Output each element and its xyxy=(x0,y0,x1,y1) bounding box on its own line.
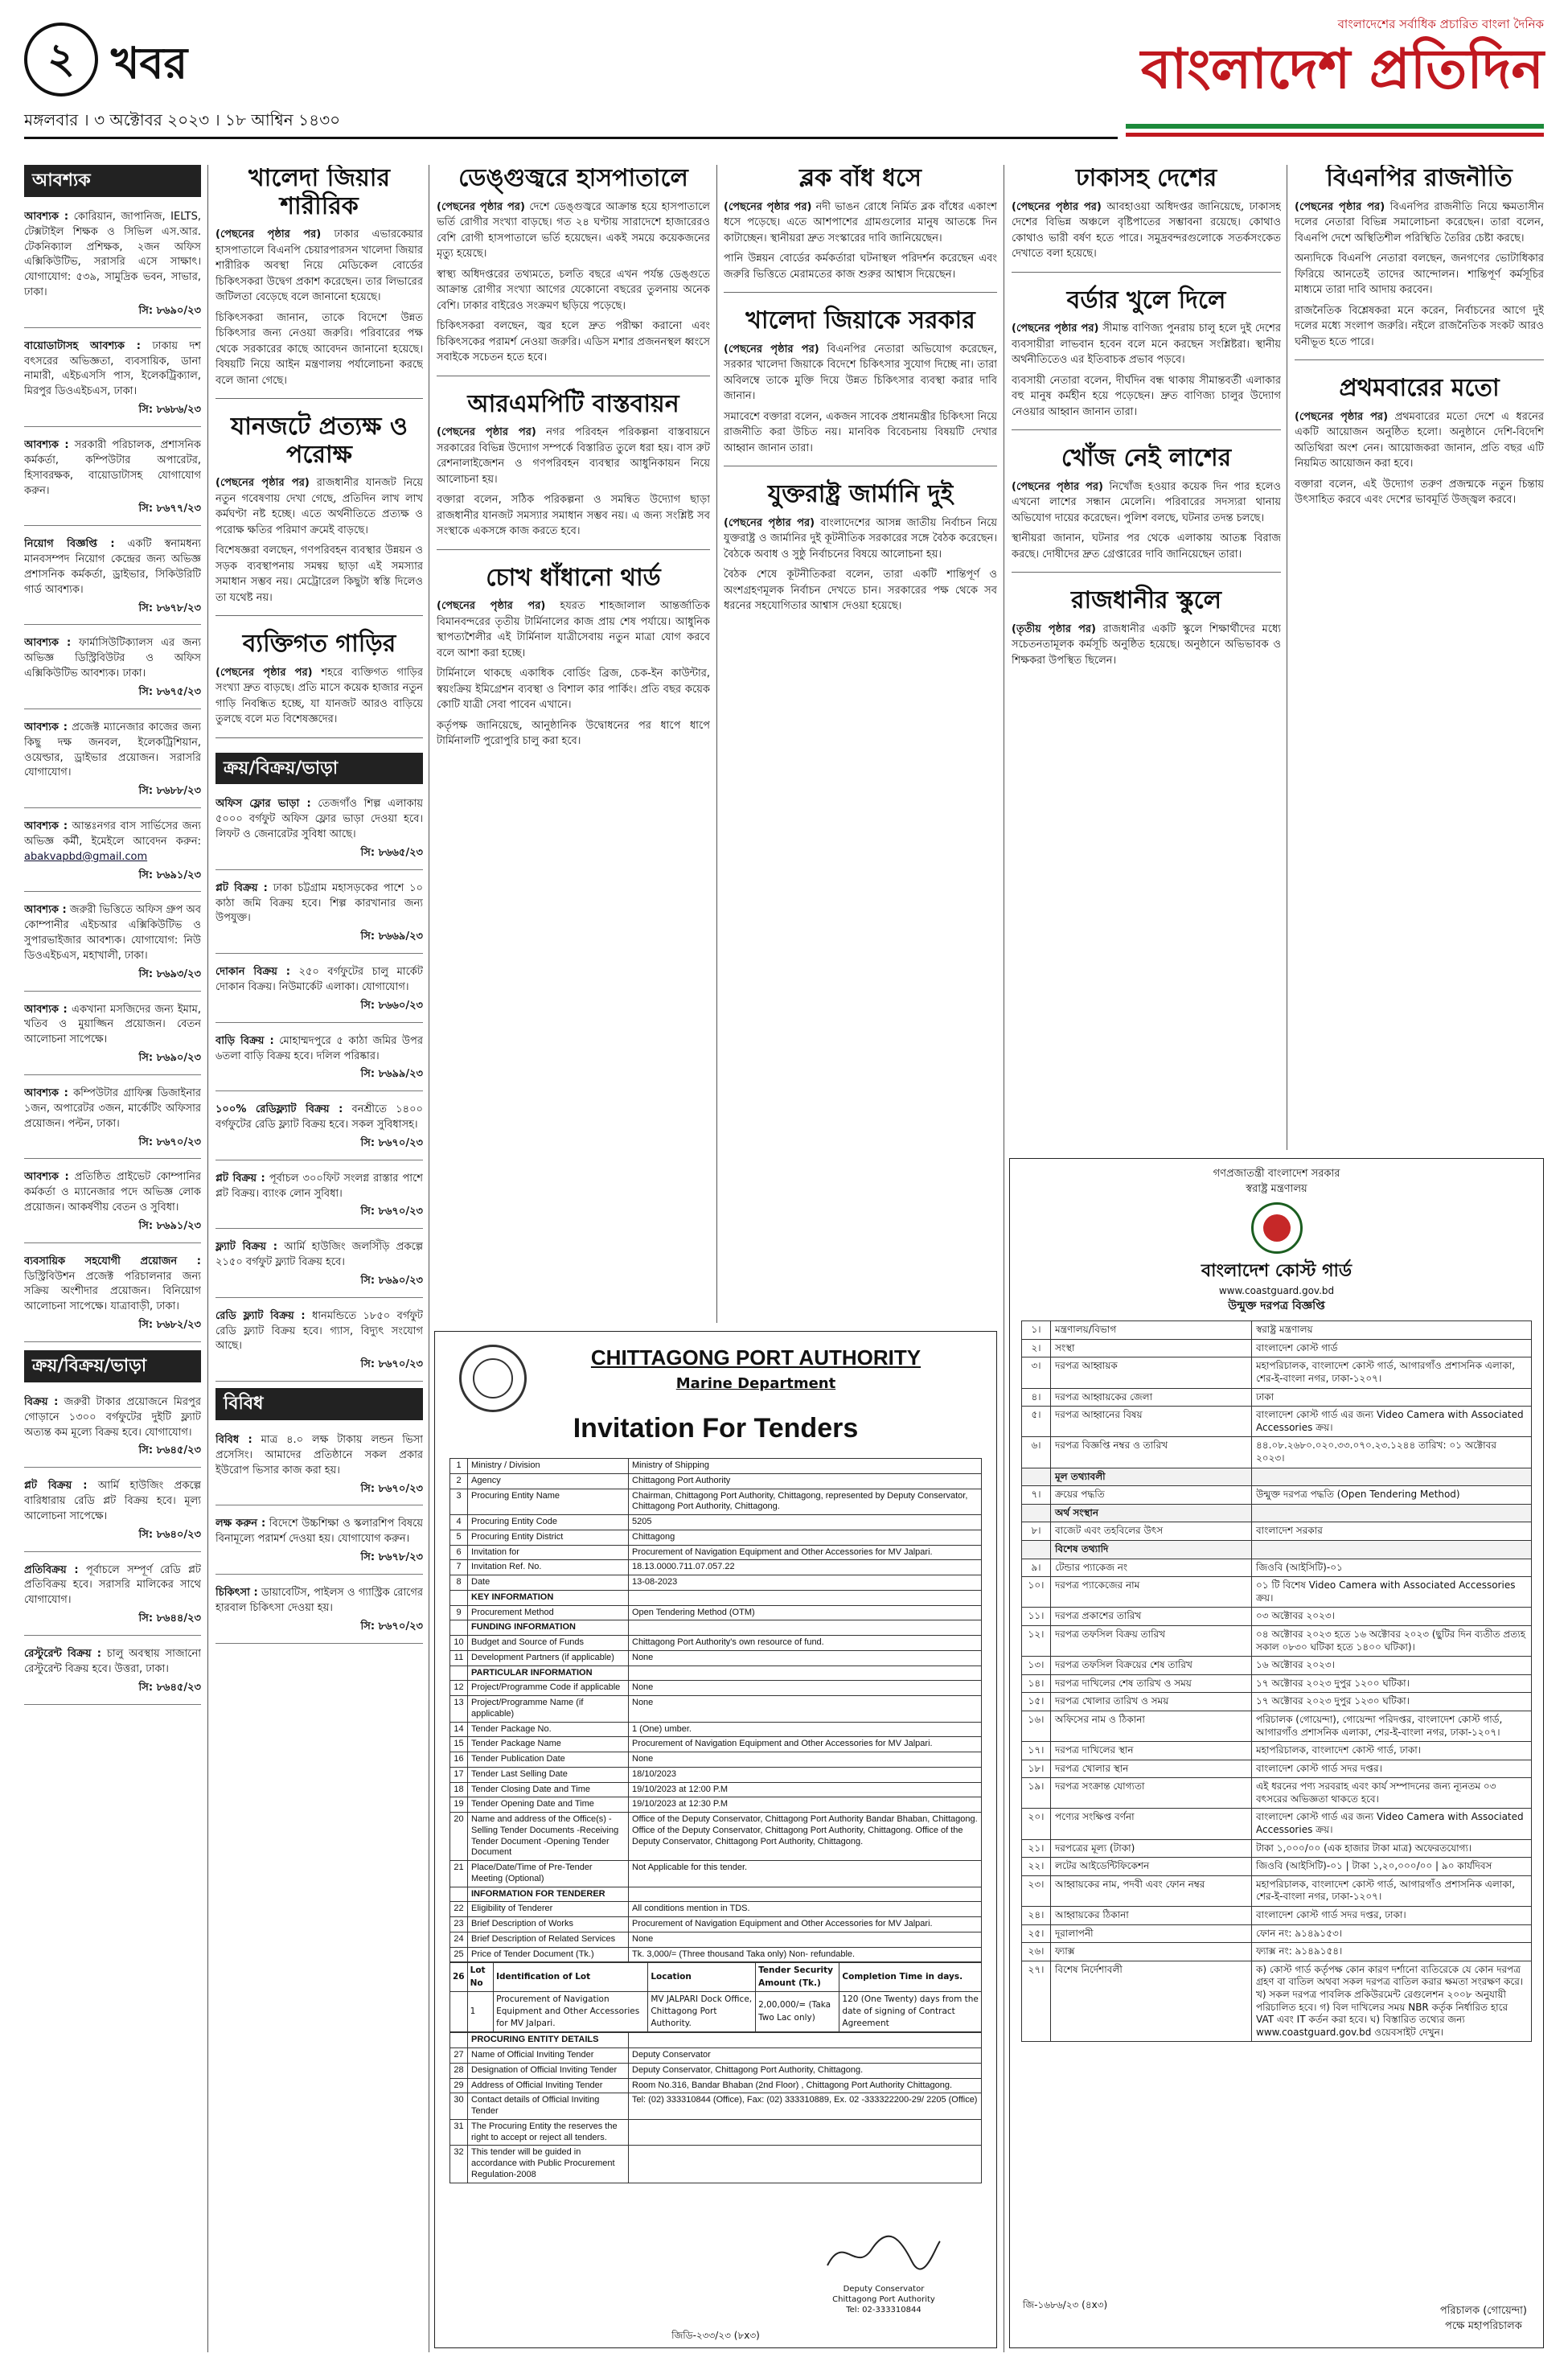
ad-lead: আবশ্যক : xyxy=(24,904,67,917)
ad-body: মোহাম্মদপুরে ৫ কাঠা জমির উপর ৬তলা বাড়ি বিক্রয় হবে। দলিল পরিষ্কার। xyxy=(215,1034,423,1062)
story-text: নগর পরিবহন পরিকল্পনা বাস্তবায়নে সরকারের বিভিন্ন উদ্যোগ সম্পর্কে বিস্তারিত তুলে ধরা হয়। বাস রুট রেশনালাইজেশন ও গণপরিবহন ব্যবস্থার আধুনিকায়ন নিয়ে আলোচনা হয়। xyxy=(437,426,710,486)
story-khaleda-health: খালেদা জিয়ার শারীরিক (পেছনের পৃষ্ঠার পর) ঢাকার এভারকেয়ার হাসপাতালে বিএনপি চেয়ারপারসন খালেদা জিয়ার শারীরিক অবস্থা নিয়ে মেডিকেল বোর্ডের চিকিৎসকরা উদ্বেগ প্রকাশ করেছেন। তার লিভারের জটিলতা বেড়েছে বলে জানানো হয়েছে। চিকিৎসকরা জানান, তাকে বিদেশে উন্নত চিকিৎসার জন্য নেওয়া জরুরি। পরিবারের পক্ষ থেকে সরকারের কাছে আবেদন জানানো হয়েছে। বিষয়টি নিয়ে আইন মন্ত্রণালয় পর্যালোচনা করছে বলে জানা গেছে। xyxy=(215,165,423,399)
sale-ads-list xyxy=(215,792,423,1382)
ad-email-link[interactable]: abakvapbd@gmail.com xyxy=(24,850,148,863)
page-number-badge: ২ xyxy=(24,23,98,97)
story-third-terminal: চোখ ধাঁধানো থার্ড (পেছনের পৃষ্ঠার পর) হযরত শাহজালাল আন্তর্জাতিক বিমানবন্দরের তৃতীয় টার্মিনালের কাজ প্রায় শেষ পর্যায়ে। আধুনিক স্থাপত্যশৈলীর এই টার্মিনাল যাত্রীসেবায় নতুন মাত্রা যোগ করবে বলে আশা করা হচ্ছে। টার্মিনালে থাকছে একাধিক বোর্ডিং ব্রিজ, চেক-ইন কাউন্টার, স্বয়ংক্রিয় ইমিগ্রেশন ব্যবস্থা ও বিশাল কার পার্কিং। প্রতি বছর কয়েক কোটি যাত্রী সেবা পাবেন এখানে। কর্তৃপক্ষ জানিয়েছে, আনুষ্ঠানিক উদ্বোধনের পর ধাপে ধাপে টার্মিনালটি পুরোপুরি চালু করা হবে। xyxy=(437,565,710,750)
story-text: রাজধানীর যানজট নিয়ে নতুন গবেষণায় দেখা গেছে, প্রতিদিন লাখ লাখ কর্মঘণ্টা নষ্ট হচ্ছে। এতে অর্থনীতিতে প্রত্যক্ষ ও পরোক্ষ ক্ষতির পরিমাণ ক্রমেই বাড়ছে। xyxy=(215,477,423,536)
ad-lead: আবশ্যক : xyxy=(24,637,72,650)
story-bnp-politics: বিএনপির রাজনীতি (পেছনের পৃষ্ঠার পর) বিএনপির রাজনীতি নিয়ে ক্ষমতাসীন দলের নেতারা বিভিন্ন সমালোচনা করেছেন। তারা বলেন, বিএনপি দেশে অস্থিতিশীল পরিস্থিতি তৈরির চেষ্টা করছে। অন্যদিকে বিএনপি নেতারা বলছেন, জনগণের ভোটাধিকার ফিরিয়ে আনতেই তাদের আন্দোলন। শান্তিপূর্ণ কর্মসূচির মাধ্যমে তারা দাবি আদায় করবেন। রাজনৈতিক বিশ্লেষকরা মনে করেন, নির্বাচনের আগে দুই দলের মধ্যে সংলাপ জরুরি। নইলে রাজনৈতিক সংকট আরও ঘনীভূত হতে পারে। xyxy=(1295,165,1544,360)
classified-ad xyxy=(24,815,201,892)
story-text: পানি উন্নয়ন বোর্ডের কর্মকর্তারা ঘটনাস্থল পরিদর্শন করেছেন এবং জরুরি ভিত্তিতে মেরামতের কাজ শুরুর আশ্বাস দিয়েছেন। xyxy=(724,253,997,281)
ad-body: জরুরী টাকার প্রয়োজনে মিরপুর গোড়ানে ১৩০০ বর্গফুটের দুইটি ফ্ল্যাট অত্যন্ত কম মূল্যে বিক্রয় হবে। যোগাযোগ। xyxy=(24,1395,201,1439)
ad-body: পূর্বাচলে সম্পূর্ণ রেডি প্লট প্রতিবিক্রয় হবে। সরাসরি মালিকের সাথে যোগাযোগ। xyxy=(24,1563,201,1607)
story-text: অন্যদিকে বিএনপি নেতারা বলছেন, জনগণের ভোটাধিকার ফিরিয়ে আনতেই তাদের আন্দোলন। শান্তিপূর্ণ কর্মসূচির মাধ্যমে তারা দাবি আদায় করবেন। xyxy=(1295,253,1544,296)
story-text: বিএনপির নেতারা অভিযোগ করেছেন, সরকার খালেদা জিয়াকে বিদেশে চিকিৎসার সুযোগ দিচ্ছে না। তারা অবিলম্বে তাকে মুক্তি দিয়ে উন্নত চিকিৎসার ব্যবস্থা করার দাবি জানান। xyxy=(724,343,997,402)
table-row: ২০। পণ্যের সংক্ষিপ্ত বর্ণনা বাংলাদেশ কোস্ট গার্ড এর জন্য Video Camera with Associated Accessories ক্রয়। xyxy=(1022,1809,1532,1839)
table-row: 24 Brief Description of Related Services None xyxy=(450,1932,982,1947)
table-row: 12 Project/Programme Code if applicable None xyxy=(450,1681,982,1696)
story-traffic-jam: যানজটে প্রত্যক্ষ ও পরোক্ষ (পেছনের পৃষ্ঠার পর) রাজধানীর যানজট নিয়ে নতুন গবেষণায় দেখা গেছে, প্রতিদিন লাখ লাখ কর্মঘণ্টা নষ্ট হচ্ছে। এতে অর্থনীতিতে প্রত্যক্ষ ও পরোক্ষ ক্ষতির পরিমাণ ক্রমেই বাড়ছে। বিশেষজ্ঞরা বলছেন, গণপরিবহন ব্যবস্থার উন্নয়ন ও সড়ক ব্যবস্থাপনায় সমন্বয় ছাড়া এই সমস্যার সমাধান সম্ভব নয়। মেট্রোরেল কিছুটা স্বস্তি দিলেও তা যথেষ্ট নয়। xyxy=(215,413,423,616)
ad-lead: প্লট বিক্রয় : xyxy=(215,1172,265,1185)
ad-code: জি-১৬৮৬/২৩ (৪x৩) xyxy=(1023,2298,1108,2310)
classified-ad xyxy=(215,1167,423,1230)
coastguard-tender-notice xyxy=(1009,1158,1544,2348)
coastguard-emblem-icon xyxy=(1251,1202,1303,1254)
ad-code: সি: ৮৬৪০/২৩ xyxy=(138,1528,201,1541)
table-row: 16 Tender Publication Date None xyxy=(450,1752,982,1768)
cg-signature: পরিচালক (গোয়েন্দা) পক্ষে মহাপরিচালক xyxy=(1439,2305,1527,2333)
ad-code: সি: ৮৬৯১/২৩ xyxy=(138,1219,201,1232)
story-headline: ঢাকাসহ দেশের xyxy=(1075,165,1217,192)
story-text: চিকিৎসকরা জানান, তাকে বিদেশে উন্নত চিকিৎসার জন্য নেওয়া জরুরি। পরিবারের পক্ষ থেকে সরকারের কাছে আবেদন জানানো হয়েছে। বিষয়টি নিয়ে আইন মন্ত্রণালয় পর্যালোচনা করছে বলে জানা গেছে। xyxy=(215,311,423,387)
misc-heading: বিবিধ xyxy=(215,1388,423,1420)
story-text: বিশেষজ্ঞরা বলছেন, গণপরিবহন ব্যবস্থার উন্নয়ন ও সড়ক ব্যবস্থাপনায় সমন্বয় ছাড়া এই সমস্যার সমাধান সম্ভব নয়। মেট্রোরেল কিছুটা স্বস্তি দিলেও তা যথেষ্ট নয়। xyxy=(215,544,423,604)
column-divider xyxy=(207,165,208,2352)
classified-ads-list xyxy=(24,205,201,1342)
ad-body: প্রতিষ্ঠিত প্রাইভেট কোম্পানির কর্মকর্তা ও ম্যানেজার পদে অভিজ্ঞ লোক প্রয়োজন। আকর্ষণীয় বেতন ও সুবিধা। xyxy=(24,1171,201,1214)
story-text: বক্তারা বলেন, এই উদ্যোগ তরুণ প্রজন্মকে নতুন চিন্তায় উৎসাহিত করবে এবং দেশের ভাবমূর্তি উজ্জ্বল করবে। xyxy=(1295,478,1544,506)
story-text: স্বাস্থ্য অধিদপ্তরের তথ্যমতে, চলতি বছরে এখন পর্যন্ত ডেঙ্গুতে আক্রান্ত রোগীর সংখ্যা আগের যেকোনো বছরের তুলনায় অনেক বেশি। ঢাকার বাইরেও সংক্রমণ ছড়িয়ে পড়েছে। xyxy=(437,268,710,312)
classified-ad xyxy=(215,1304,423,1382)
table-row: 26 Lot No Identification of Lot Location Tender Security Amount (Tk.) Completion Time in days. xyxy=(450,1963,982,1991)
story-headline: খালেদা জিয়াকে সরকার xyxy=(745,306,975,335)
tender-dept: Marine Department xyxy=(675,1374,836,1392)
story-text: সমাবেশে বক্তারা বলেন, একজন সাবেক প্রধানমন্ত্রীর চিকিৎসা নিয়ে রাজনীতি করা উচিত নয়। মানবিক বিবেচনায় বিষয়টি দেখার আহ্বান জানান তারা। xyxy=(724,410,997,454)
story-missing-body: খোঁজ নেই লাশের (পেছনের পৃষ্ঠার পর) নিখোঁজ হওয়ার কয়েক দিন পার হলেও এখনো লাশের সন্ধান মেলেনি। পরিবারের সদস্যরা থানায় অভিযোগ দায়ের করেছেন। পুলিশ বলছে, ঘটনার তদন্ত চলছে। স্থানীয়রা জানান, ঘটনার পর থেকে এলাকায় আতঙ্ক বিরাজ করছে। দোষীদের দ্রুত গ্রেপ্তারের দাবি জানিয়েছেন তারা। xyxy=(1012,445,1281,573)
story-text: শহরে ব্যক্তিগত গাড়ির সংখ্যা দ্রুত বাড়ছে। প্রতি মাসে কয়েক হাজার নতুন গাড়ি নিবন্ধিত হচ্ছে, যা যানজট আরও বাড়িয়ে তুলছে বলে মত বিশেষজ্ঞদের। xyxy=(215,666,423,725)
tender-table-entity xyxy=(449,2032,982,2183)
table-row: ১৯। দরপত্র সংক্রান্ত যোগ্যতা এই ধরনের পণ্য সরবরাহ এবং কার্য সম্পাদনের জন্য ন্যূনতম ০৩ বৎসরের অভিজ্ঞতা থাকতে হবে। xyxy=(1022,1778,1532,1809)
story-headline: ডেঙ্গুজ্বরে হাসপাতালে xyxy=(458,165,688,192)
ad-body: পূর্বাচল ৩০০ফিট সংলগ্ন রাস্তার পাশে প্লট বিক্রয়। ব্যাংক লোন সুবিধা। xyxy=(215,1172,423,1200)
brand-title: বাংলাদেশ প্রতিদিন xyxy=(1140,37,1544,101)
ad-lead: বায়োডাটাসহ আবশ্যক : xyxy=(24,339,142,352)
table-row: বিশেষ তথ্যাদি xyxy=(1022,1540,1532,1559)
classified-ad xyxy=(24,205,201,328)
ad-body: বিদেশে উচ্চশিক্ষা ও স্কলারশিপ বিষয়ে বিনামূল্যে পরামর্শ দেওয়া হয়। যোগাযোগ করুন। xyxy=(215,1518,423,1546)
ad-lead: আবশ্যক : xyxy=(24,439,69,452)
classified-ad xyxy=(215,1428,423,1505)
table-row: ১২। দরপত্র তফসিল বিক্রয় তারিখ ০৪ অক্টোবর ২০২৩ হতে ১৬ অক্টোবর ২০২৩ (ছুটির দিন ব্যতীত প্রত্যহ সকাল ০৮৩০ ঘটিকা হতে ১৪০০ ঘটিকা)। xyxy=(1022,1625,1532,1656)
ad-code: সি: ৮৬৮৬/২৩ xyxy=(138,404,201,417)
story-text: চিকিৎসকরা বলছেন, জ্বর হলে দ্রুত পরীক্ষা করানো এবং চিকিৎসকের পরামর্শ নেওয়া জরুরি। এডিস মশার প্রজননস্থল ধ্বংসে সবাইকে সচেতন হতে হবে। xyxy=(437,320,710,363)
table-row: 2 Agency Chittagong Port Authority xyxy=(450,1473,982,1489)
ad-code: সি: ৮৬৬৯/২৩ xyxy=(360,930,423,943)
story-us-germany: যুক্তরাষ্ট্র জার্মানি দুই (পেছনের পৃষ্ঠার পর) বাংলাদেশের আসন্ন জাতীয় নির্বাচন নিয়ে যুক্তরাষ্ট্র ও জার্মানির দুই কূটনীতিক সরকারের সঙ্গে বৈঠক করেছেন। বৈঠকে অবাধ ও সুষ্ঠু নির্বাচনের বিষয়ে আলোচনা হয়। বৈঠক শেষে কূটনীতিকরা বলেন, তারা একটি শান্তিপূর্ণ ও অংশগ্রহণমূলক নির্বাচন দেখতে চান। সরকারের পক্ষ থেকে সব ধরনের সহযোগিতার আশ্বাস দেওয়া হয়েছে। xyxy=(724,481,997,614)
classified-ad xyxy=(215,792,423,869)
tender-table xyxy=(449,1458,982,1962)
ad-code: জিডি-২৩৩/২৩ (৮x৩) xyxy=(671,2329,760,2341)
ad-lead: লক্ষ করুন : xyxy=(215,1518,266,1530)
ad-body: ঢাকায় দশ বৎসরের অভিজ্ঞতা, ব্যবসায়িক, ডানা নামারী, এইচএসসি পাস, ইলেকট্রিক্যাল, মিরপুর ডিওএইচএস, ঢাকা। xyxy=(24,339,201,398)
classified-ad xyxy=(215,877,423,954)
table-row: ১। মন্ত্রণালয়/বিভাগ স্বরাষ্ট্র মন্ত্রণালয় xyxy=(1022,1321,1532,1340)
ad-body: আন্তঃনগর বাস সার্ভিসের জন্য অভিজ্ঞ কর্মী, ইমেইলে আবেদন করুন: xyxy=(24,820,201,848)
ad-body: সরকারী পরিচালক, প্রশাসনিক কর্মকর্তা, কম্পিউটার অপারেটর, হিসাবরক্ষক, বায়োডাটাসহ যোগাযোগ করুন। xyxy=(24,439,201,497)
table-row: 1 Procurement of Navigation Equipment and Other Accessories for MV Jalpari. MV JALPARI Dock Office, Chittagong Port Authority. 2,00,000/= (Taka Two Lac only) 120 (One Twenty) days from the date of signing of Contract Agreement xyxy=(450,1991,982,2032)
ad-code: সি: ৮৬৪৪/২৩ xyxy=(138,1612,201,1625)
table-row: 29 Address of Official Inviting Tender Room No.316, Bandar Bhaban (2nd Floor) , Chittagong Port Authority Chittagong. xyxy=(450,2078,982,2093)
table-row: 20 Name and address of the Office(s) -Selling Tender Documents -Receiving Tender Document -Opening Tender Document Office of the Deputy Conservator, Chittagong Port Authority Bandar Bhaban, Chittagong. Office of the Deputy Conservator, Chittagong Port Authority, Chittagong. Office of the Deputy Conservator, Chittagong Port Authority, Chittagong. xyxy=(450,1813,982,1861)
ad-body: প্রজেক্ট ম্যানেজার কাজের জন্য কিছু দক্ষ জনবল, ইলেকট্রিশিয়ান, ওয়েল্ডার, ড্রাইভার প্রয়োজন। সরাসরি যোগাযোগ। xyxy=(24,721,201,779)
ad-lead: রেস্টুরেন্ট বিক্রয় : xyxy=(24,1648,101,1660)
ad-code: সি: ৮৬৭০/২৩ xyxy=(360,1358,423,1371)
story-headline: রাজধানীর স্কুলে xyxy=(1070,586,1221,614)
cg-table xyxy=(1021,1320,1532,2042)
table-row: ২৩। আহ্বায়কের নাম, পদবী এবং ফোন নম্বর মহাপরিচালক, বাংলাদেশ কোস্ট গার্ড, আগারগাঁও প্রশাসনিক এলাকা, শের-ই-বাংলা নগর, ঢাকা-১২০৭। xyxy=(1022,1875,1532,1906)
story-first-time: প্রথমবারের মতো (পেছনের পৃষ্ঠার পর) প্রথমবারের মতো দেশে এ ধরনের একটি আয়োজন অনুষ্ঠিত হলো। অনুষ্ঠানে দেশি-বিদেশি অতিথিরা অংশ নেন। আয়োজকরা জানান, প্রতি বছর এটি নিয়মিত আয়োজন করা হবে। বক্তারা বলেন, এই উদ্যোগ তরুণ প্রজন্মকে নতুন চিন্তায় উৎসাহিত করবে এবং দেশের ভাবমূর্তি উজ্জ্বল করবে। xyxy=(1295,375,1544,508)
masthead xyxy=(24,16,1544,157)
story-dengue: ডেঙ্গুজ্বরে হাসপাতালে (পেছনের পৃষ্ঠার পর) দেশে ডেঙ্গুজ্বরে আক্রান্ত হয়ে হাসপাতালে ভর্তি রোগীর সংখ্যা বাড়ছে। গত ২৪ ঘণ্টায় সারাদেশে হাজারেরও বেশি রোগী হাসপাতালে ভর্তি হয়েছেন। একই সময়ে কয়েকজনের মৃত্যু হয়েছে। স্বাস্থ্য অধিদপ্তরের তথ্যমতে, চলতি বছরে এখন পর্যন্ত ডেঙ্গুতে আক্রান্ত রোগীর সংখ্যা আগের যেকোনো বছরের তুলনায় অনেক বেশি। ঢাকার বাইরেও সংক্রমণ ছড়িয়ে পড়েছে। চিকিৎসকরা বলছেন, জ্বর হলে দ্রুত পরীক্ষা করানো এবং চিকিৎসকের পরামর্শ নেওয়া জরুরি। এডিস মশার প্রজননস্থল ধ্বংসে সবাইকে সচেতন হতে হবে। xyxy=(437,165,710,376)
ad-code: সি: ৮৬৭০/২৩ xyxy=(360,1205,423,1218)
story-block-dam: ব্লক বাঁধ ধসে (পেছনের পৃষ্ঠার পর) নদী ভাঙন রোধে নির্মিত ব্লক বাঁধের একাংশ ধসে পড়েছে। এতে আশপাশের গ্রামগুলোর মানুষ আতঙ্কে দিন কাটাচ্ছেন। স্থানীয়রা দ্রুত সংস্কারের দাবি জানিয়েছেন। পানি উন্নয়ন বোর্ডের কর্মকর্তারা ঘটনাস্থল পরিদর্শন করেছেন এবং জরুরি ভিত্তিতে মেরামতের কাজ শুরুর আশ্বাস দিয়েছেন। xyxy=(724,165,997,293)
story-text: বৈঠক শেষে কূটনীতিকরা বলেন, তারা একটি শান্তিপূর্ণ ও অংশগ্রহণমূলক নির্বাচন দেখতে চান। সরকারের পক্ষ থেকে সব ধরনের সহযোগিতার আশ্বাস দেওয়া হয়েছে। xyxy=(724,569,997,612)
ad-code: সি: ৮৬৯০/২৩ xyxy=(138,1052,201,1065)
table-row: ২৪। আহ্বায়কের ঠিকানা বাংলাদেশ কোস্ট গার্ড সদর দপ্তর, ঢাকা। xyxy=(1022,1907,1532,1925)
ad-body: আর্মি হাউজিং জলসিঁড়ি প্রকল্পে ২১৫০ বর্গফুট ফ্ল্যাট বিক্রয় হবে। xyxy=(215,1241,423,1269)
table-row: 8 Date 13-08-2023 xyxy=(450,1575,982,1591)
classified-ad xyxy=(24,1165,201,1242)
classified-ad xyxy=(24,998,201,1075)
news-column-5 xyxy=(1012,165,1281,1150)
story-text: দেশে ডেঙ্গুজ্বরে আক্রান্ত হয়ে হাসপাতালে ভর্তি রোগীর সংখ্যা বাড়ছে। গত ২৪ ঘণ্টায় সারাদেশে হাজারেরও বেশি রোগী হাসপাতালে ভর্তি হয়েছেন। একই সময়ে কয়েকজনের মৃত্যু হয়েছে। xyxy=(437,200,710,260)
cpa-tender-notice xyxy=(434,1331,997,2348)
story-headline: আরএমপিটি বাস্তবায়ন xyxy=(467,389,679,418)
ad-body: ডিস্ট্রিবিউশন প্রজেক্ট পরিচালনার জন্য সক্রিয় অংশীদার প্রয়োজন। বিনিয়োগ আলোচনা সাপেক্ষে। যাত্রাবাড়ী, ঢাকা। xyxy=(24,1270,201,1313)
classified-ad xyxy=(24,1250,201,1342)
table-row: 6 Invitation for Procurement of Navigation Equipment and Other Accessories for MV Jalpari. xyxy=(450,1545,982,1560)
table-row: 13 Project/Programme Name (if applicable) None xyxy=(450,1696,982,1723)
table-row: 9 Procurement Method Open Tendering Method (OTM) xyxy=(450,1605,982,1620)
ad-code: সি: ৮৬৭০/২৩ xyxy=(360,1620,423,1633)
table-row: 17 Tender Last Selling Date 18/10/2023 xyxy=(450,1767,982,1782)
ad-body: আর্মি হাউজিং প্রকল্পে বারিধারায় রেডি প্লট বিক্রয় হবে। মূল্য আলোচনা সাপেক্ষে। xyxy=(24,1480,201,1522)
classified-ad xyxy=(24,631,201,709)
table-row: ২২। লটের আইডেন্টিফিকেশন জিওবি (আইসিটি)-০১ | টাকা ১,২০,০০০/০০ | ৯০ কার্যদিবস xyxy=(1022,1858,1532,1876)
table-row: PARTICULAR INFORMATION xyxy=(450,1665,982,1681)
signature-scribble-icon xyxy=(823,2229,944,2277)
story-text: বিএনপির রাজনীতি নিয়ে ক্ষমতাসীন দলের নেতারা বিভিন্ন সমালোচনা করেছেন। তারা বলেন, বিএনপি দেশে অস্থিতিশীল পরিস্থিতি তৈরির চেষ্টা করছে। xyxy=(1295,200,1544,244)
story-text: রাজধানীর একটি স্কুলে শিক্ষার্থীদের মধ্যে সচেতনতামূলক কর্মসূচি অনুষ্ঠিত হয়েছে। অনুষ্ঠানে অভিভাবক ও শিক্ষকরা উপস্থিত ছিলেন। xyxy=(1012,622,1281,667)
story-headline: যুক্তরাষ্ট্র জার্মানি দুই xyxy=(767,480,954,508)
story-text: হযরত শাহজালাল আন্তর্জাতিক বিমানবন্দরের তৃতীয় টার্মিনালের কাজ প্রায় শেষ পর্যায়ে। আধুনিক স্থাপত্যশৈলীর এই টার্মিনাল যাত্রীসেবায় নতুন মাত্রা যোগ করবে বলে আশা করা হচ্ছে। xyxy=(437,600,710,659)
table-row: 11 Development Partners (if applicable) None xyxy=(450,1650,982,1665)
sale-ads-list xyxy=(24,1390,201,1705)
news-column-4 xyxy=(724,165,997,1323)
story-headline: ব্লক বাঁধ ধসে xyxy=(799,165,922,192)
story-dhaka-weather: ঢাকাসহ দেশের (পেছনের পৃষ্ঠার পর) আবহাওয়া অধিদপ্তর জানিয়েছে, ঢাকাসহ দেশের বিভিন্ন অঞ্চলে বৃষ্টিপাতের সম্ভাবনা রয়েছে। কোথাও কোথাও ভারী বর্ষণ হতে পারে। সমুদ্রবন্দরগুলোকে সতর্কসংকেত দেখাতে বলা হয়েছে। xyxy=(1012,165,1281,273)
classified-ad xyxy=(24,1642,201,1705)
table-row: ১৭। দরপত্র দাখিলের স্থান মহাপরিচালক, বাংলাদেশ কোস্ট গার্ড, ঢাকা। xyxy=(1022,1742,1532,1760)
story-private-cars: ব্যক্তিগত গাড়ির (পেছনের পৃষ্ঠার পর) শহরে ব্যক্তিগত গাড়ির সংখ্যা দ্রুত বাড়ছে। প্রতি মাসে কয়েক হাজার নতুন গাড়ি নিবন্ধিত হচ্ছে, যা যানজট আরও বাড়িয়ে তুলছে বলে মত বিশেষজ্ঞদের। xyxy=(215,630,423,738)
table-row: 4 Procuring Entity Code 5205 xyxy=(450,1515,982,1530)
ad-code: সি: ৮৬৮৮/২৩ xyxy=(138,785,201,798)
ad-lead: ১০০% রেডিফ্ল্যাট বিক্রয় : xyxy=(215,1103,343,1116)
ad-body: তেজগাঁও শিল্প এলাকায় ৫০০০ বর্গফুট অফিস ফ্লোর ভাড়া দেওয়া হবে। লিফট ও জেনারেটর সুবিধা আছে। xyxy=(215,798,423,841)
story-text: সীমান্ত বাণিজ্য পুনরায় চালু হলে দুই দেশের ব্যবসায়ীরা লাভবান হবেন বলে মনে করছেন সংশ্লিষ্টরা। স্থানীয় অর্থনীতিতেও এর ইতিবাচক প্রভাব পড়বে। xyxy=(1012,322,1281,366)
news-column-3 xyxy=(437,165,710,1323)
ad-body: ডায়াবেটিস, পাইলস ও গ্যাস্ট্রিক রোগের হারবাল চিকিৎসা দেওয়া হয়। xyxy=(215,1586,423,1614)
ad-lead: বাড়ি বিক্রয় : xyxy=(215,1034,274,1047)
classified-ad xyxy=(215,1512,423,1575)
ad-body: একটি স্বনামধন্য মানবসম্পদ নিয়োগ কেন্দ্রের জন্য অভিজ্ঞ প্রশাসনিক কর্মকর্তা, ড্রাইভার, সিকিউরিটি গার্ড আবশ্যক। xyxy=(24,538,201,596)
ad-body: বনশ্রীতে ১৪০০ বর্গফুটের রেডি ফ্ল্যাট বিক্রয় হবে। সকল সুবিধাসহ। xyxy=(215,1103,423,1132)
ad-code: সি: ৮৬৯১/২৩ xyxy=(138,869,201,881)
classified-ad xyxy=(24,1474,201,1551)
table-row: 25 Price of Tender Document (Tk.) Tk. 3,000/= (Three thousand Taka only) Non- refundable. xyxy=(450,1947,982,1962)
story-text: বক্তারা বলেন, সঠিক পরিকল্পনা ও সমন্বিত উদ্যোগ ছাড়া রাজধানীর যানজট সমস্যার সমাধান সম্ভব নয়। এ জন্য সংশ্লিষ্ট সব সংস্থাকে একসঙ্গে কাজ করতে হবে। xyxy=(437,494,710,537)
ad-body: ফার্মাসিউটিক্যালস এর জন্য অভিজ্ঞ ডিস্ট্রিবিউটর ও অফিস এক্সিকিউটিভ আবশ্যক। ঢাকা। xyxy=(24,637,201,680)
table-row: ৩। দরপত্র আহ্বায়ক মহাপরিচালক, বাংলাদেশ কোস্ট গার্ড, আগারগাঁও প্রশাসনিক এলাকা, শের-ই-বাংলা নগর, ঢাকা-১২০৭। xyxy=(1022,1357,1532,1388)
table-row: ৭। ক্রয়ের পদ্ধতি উন্মুক্ত দরপত্র পদ্ধতি (Open Tendering Method) xyxy=(1022,1486,1532,1505)
header-rule xyxy=(24,137,1118,139)
ad-code: সি: ৮৬৪৫/২৩ xyxy=(138,1444,201,1457)
table-row: ১৪। দরপত্র দাখিলের শেষ তারিখ ও সময় ১৭ অক্টোবর ২০২৩ দুপুর ১২০০ ঘটিকা। xyxy=(1022,1674,1532,1693)
table-row: PROCURING ENTITY DETAILS xyxy=(450,2033,982,2048)
column-divider xyxy=(716,165,717,1323)
story-text: স্থানীয়রা জানান, ঘটনার পর থেকে এলাকায় আতঙ্ক বিরাজ করছে। দোষীদের দ্রুত গ্রেপ্তারের দাবি জানিয়েছেন তারা। xyxy=(1012,532,1281,561)
table-row: 22 Eligibility of Tenderer All conditions mention in TDS. xyxy=(450,1902,982,1917)
ad-body: ঢাকা চট্টগ্রাম মহাসড়কের পাশে ১০ কাঠা জমি বিক্রয় হবে। শিল্প কারখানার জন্য উপযুক্ত। xyxy=(215,881,423,925)
story-headline: বিএনপির রাজনীতি xyxy=(1326,165,1513,192)
classified-ad xyxy=(24,532,201,625)
ad-body: কোরিয়ান, জাপানিজ, IELTS, টেক্সটাইল শিক্ষক ও সিভিল এস.আর. টেকনিক্যাল প্রশিক্ষক, ২জন অফিস এক্সিকিউটিভ, সরাসরি এসে সাক্ষাৎ। যোগাযোগ: ৫৩৯, সামুদ্রিক ভবন, সাভার, ঢাকা। xyxy=(24,210,201,299)
story-headline: যানজটে প্রত্যক্ষ ও পরোক্ষ xyxy=(230,413,408,469)
ad-code: সি: ৮৬৪৫/২৩ xyxy=(138,1681,201,1694)
table-row: 5 Procuring Entity District Chittagong xyxy=(450,1530,982,1545)
story-khaleda-govt: খালেদা জিয়াকে সরকার (পেছনের পৃষ্ঠার পর) বিএনপির নেতারা অভিযোগ করেছেন, সরকার খালেদা জিয়াকে বিদেশে চিকিৎসার সুযোগ দিচ্ছে না। তারা অবিলম্বে তাকে মুক্তি দিয়ে উন্নত চিকিৎসার ব্যবস্থা করার দাবি জানান। সমাবেশে বক্তারা বলেন, একজন সাবেক প্রধানমন্ত্রীর চিকিৎসা নিয়ে রাজনীতি করা উচিত নয়। মানবিক বিবেচনায় বিষয়টি দেখার আহ্বান জানান তারা। xyxy=(724,307,997,466)
story-text: ব্যবসায়ী নেতারা বলেন, দীর্ঘদিন বন্ধ থাকায় সীমান্তবর্তী এলাকার বহু মানুষ কর্মহীন হয়ে পড়েছেন। দ্রুত বাণিজ্য চালুর উদ্যোগ নেওয়ার আহ্বান জানান তারা। xyxy=(1012,374,1281,418)
ad-body: মাত্র ৪.০ লক্ষ টাকায় লন্ডন ভিসা প্রসেসিং। আমাদের প্রতিষ্ঠানে সকল প্রকার ইউরোপ ভিসার কাজ করা হয়। xyxy=(215,1434,423,1477)
ad-lead: আবশ্যক : xyxy=(24,1003,68,1016)
story-headline: খোঁজ নেই লাশের xyxy=(1061,444,1232,472)
table-row: 7 Invitation Ref. No. 18.13.0000.711.07.057.22 xyxy=(450,1560,982,1575)
classified-ad xyxy=(215,1235,423,1298)
story-headline: বর্ডার খুলে দিলে xyxy=(1066,285,1226,314)
table-row: ৮। বাজেট এবং তহবিলের উৎস বাংলাদেশ সরকার xyxy=(1022,1522,1532,1541)
ad-lead: আবশ্যক : xyxy=(24,210,69,223)
ad-lead: ব্যবসায়িক সহযোগী প্রয়োজন : xyxy=(24,1255,201,1267)
story-text: বাংলাদেশের আসন্ন জাতীয় নির্বাচন নিয়ে যুক্তরাষ্ট্র ও জার্মানির দুই কূটনীতিক সরকারের সঙ্গে বৈঠক করেছেন। বৈঠকে অবাধ ও সুষ্ঠু নির্বাচনের বিষয়ে আলোচনা হয়। xyxy=(724,516,997,561)
story-headline: চোখ ধাঁধানো থার্ড xyxy=(486,563,661,592)
classifieds-heading: আবশ্যক xyxy=(24,165,201,197)
story-text: প্রথমবারের মতো দেশে এ ধরনের একটি আয়োজন অনুষ্ঠিত হলো। অনুষ্ঠানে দেশি-বিদেশি অতিথিরা অংশ নেন। আয়োজকরা জানান, প্রতি বছর এটি নিয়মিত আয়োজন করা হবে। xyxy=(1295,410,1544,470)
table-row: ১০। দরপত্র প্যাকেজের নাম ০১ টি বিশেষ Video Camera with Associated Accessories ক্রয়। xyxy=(1022,1577,1532,1608)
ad-lead: প্লট বিক্রয় : xyxy=(215,881,268,894)
story-text: কর্তৃপক্ষ জানিয়েছে, আনুষ্ঠানিক উদ্বোধনের পর ধাপে ধাপে টার্মিনালটি পুরোপুরি চালু করা হবে। xyxy=(437,719,710,747)
table-row: 3 Procuring Entity Name Chairman, Chittagong Port Authority, Chittagong, represented by Deputy Conservator, Chittagong Port Authority, Chittagong. xyxy=(450,1489,982,1515)
ad-code: সি: ৮৬৬০/২৩ xyxy=(360,999,423,1012)
story-rstp: আরএমপিটি বাস্তবায়ন (পেছনের পৃষ্ঠার পর) নগর পরিবহন পরিকল্পনা বাস্তবায়নে সরকারের বিভিন্ন উদ্যোগ সম্পর্কে বিস্তারিত তুলে ধরা হয়। বাস রুট রেশনালাইজেশন ও গণপরিবহন ব্যবস্থার আধুনিকায়ন নিয়ে আলোচনা হয়। বক্তারা বলেন, সঠিক পরিকল্পনা ও সমন্বিত উদ্যোগ ছাড়া রাজধানীর যানজট সমস্যার সমাধান সম্ভব নয়। এ জন্য সংশ্লিষ্ট সব সংস্থাকে একসঙ্গে কাজ করতে হবে। xyxy=(437,391,710,550)
table-row: অর্থ সংস্থান xyxy=(1022,1504,1532,1522)
ad-lead: বিক্রয় : xyxy=(24,1395,59,1408)
table-row: 15 Tender Package Name Procurement of Navigation Equipment and Other Accessories for MV Jalpari. xyxy=(450,1737,982,1752)
brand-tagline: বাংলাদেশের সর্বাধিক প্রচারিত বাংলা দৈনিক xyxy=(1337,17,1544,31)
story-text: রাজনৈতিক বিশ্লেষকরা মনে করেন, নির্বাচনের আগে দুই দলের মধ্যে সংলাপ জরুরি। নইলে রাজনৈতিক সংকট আরও ঘনীভূত হতে পারে। xyxy=(1295,304,1544,348)
classified-ad xyxy=(24,1082,201,1159)
tender-title: Invitation For Tenders xyxy=(573,1412,859,1444)
classified-ad xyxy=(24,1390,201,1468)
table-row: ৪। দরপত্র আহ্বায়কের জেলা ঢাকা xyxy=(1022,1388,1532,1407)
lot-table xyxy=(449,1962,982,2032)
table-row: ২৬। ফ্যাক্স ফ্যাক্স নং: ৯১৪৯১৫৪। xyxy=(1022,1943,1532,1961)
classified-ad xyxy=(24,433,201,526)
table-row: ১১। দরপত্র প্রকাশের তারিখ ০৩ অক্টোবর ২০২৩। xyxy=(1022,1608,1532,1626)
tender-signature: Deputy Conservator Chittagong Port Authority Tel: 02-333310844 xyxy=(803,2229,964,2315)
table-row: 1 Ministry / Division Ministry of Shipping xyxy=(450,1459,982,1474)
classified-ad xyxy=(24,335,201,427)
table-row: 18 Tender Closing Date and Time 19/10/2023 at 12:00 P.M xyxy=(450,1782,982,1797)
story-headline: প্রথমবারের মতো xyxy=(1339,374,1500,402)
story-text: নিখোঁজ হওয়ার কয়েক দিন পার হলেও এখনো লাশের সন্ধান মেলেনি। পরিবারের সদস্যরা থানায় অভিযোগ দায়ের করেছেন। পুলিশ বলছে, ঘটনার তদন্ত চলছে। xyxy=(1012,480,1281,524)
table-row: 19 Tender Opening Date and Time 19/10/2023 at 12:30 P.M xyxy=(450,1797,982,1813)
brand-rule-green xyxy=(1126,124,1544,129)
classified-ad xyxy=(215,1581,423,1644)
story-headline: ব্যক্তিগত গাড়ির xyxy=(242,630,396,658)
ad-lead: ফ্ল্যাট বিক্রয় : xyxy=(215,1241,277,1254)
table-row: 27 Name of Official Inviting Tender Deputy Conservator xyxy=(450,2048,982,2064)
table-row: ২১। দরপত্রের মূল্য (টাকা) টাকা ১,০০০/০০ (এক হাজার টাকা মাত্র) অফেরতযোগ্য। xyxy=(1022,1839,1532,1858)
ad-lead: বিবিধ : xyxy=(215,1434,252,1447)
ad-code: সি: ৮৬৮২/২৩ xyxy=(138,1319,201,1332)
table-row: FUNDING INFORMATION xyxy=(450,1620,982,1636)
ad-body: কম্পিউটার গ্রাফিক্স ডিজাইনার ১জন, অপারেটর ৩জন, মার্কেটিং অফিসার প্রয়োজন। পল্টন, ঢাকা। xyxy=(24,1087,201,1130)
ad-code: সি: ৮৬৯৩/২৩ xyxy=(138,967,201,980)
ad-code: সি: ৮৬৭৫/২৩ xyxy=(138,685,201,698)
classified-ad xyxy=(24,716,201,808)
table-row: ১৮। দরপত্র খোলার স্থান বাংলাদেশ কোস্ট গার্ড সদর দপ্তর। xyxy=(1022,1760,1532,1778)
table-row: ৬। দরপত্র বিজ্ঞপ্তি নম্বর ও তারিখ ৪৪.০৮.২৬৮০.০২০.৩৩.০৭০.২৩.১২৪৪ তারিখ: ০১ অক্টোবর ২০২৩। xyxy=(1022,1437,1532,1468)
table-row: ১৩। দরপত্র তফসিল বিক্রয়ের শেষ তারিখ ১৬ অক্টোবর ২০২৩। xyxy=(1022,1657,1532,1675)
story-text: নদী ভাঙন রোধে নির্মিত ব্লক বাঁধের একাংশ ধসে পড়েছে। এতে আশপাশের গ্রামগুলোর মানুষ আতঙ্কে দিন কাটাচ্ছেন। স্থানীয়রা দ্রুত সংস্কারের দাবি জানিয়েছেন। xyxy=(724,200,997,244)
table-row: ৫। দরপত্র আহ্বানের বিষয় বাংলাদেশ কোস্ট গার্ড এর জন্য Video Camera with Associated Accessories ক্রয়। xyxy=(1022,1407,1532,1437)
news-column-2 xyxy=(215,165,423,2352)
story-capital-school: রাজধানীর স্কুলে (তৃতীয় পৃষ্ঠার পর) রাজধানীর একটি স্কুলে শিক্ষার্থীদের মধ্যে সচেতনতামূলক কর্মসূচি অনুষ্ঠিত হয়েছে। অনুষ্ঠানে অভিভাবক ও শিক্ষকরা উপস্থিত ছিলেন। xyxy=(1012,586,1281,667)
ad-body: জরুরী ভিত্তিতে অফিস গ্রুপ অব কোম্পানীর এইচআর এক্সিকিউটিভ ও সুপারভাইজার আবশ্যক। যোগাযোগ: নিউ ডিওএইচএস, মহাখালী, ঢাকা। xyxy=(24,904,201,962)
ad-code: সি: ৮৬৭৮/২৩ xyxy=(360,1551,423,1564)
tender-org: CHITTAGONG PORT AUTHORITY xyxy=(590,1345,922,1370)
cg-government: গণপ্রজাতন্ত্রী বাংলাদেশ সরকার xyxy=(1213,1168,1340,1180)
table-row: ২৭। বিশেষ নির্দেশাবলী ক) কোস্ট গার্ড কর্তৃপক্ষ কোন কারণ দর্শানো ব্যতিরেকে যে কোন দরপত্র গ্রহণ বা বাতিল অথবা সকল দরপত্র বাতিল করার ক্ষমতা সংরক্ষণ করে। খ) সকল দরপত্র পাবলিক প্রকিউরমেন্ট রেগুলেশন ২০০৮ অনুযায়ী পরিচালিত হবে। গ) বিল দাখিলের সময় NBR কর্তৃক নির্ধারিত হারে VAT এবং IT কর্তন করা হবে। ঘ) বিস্তারিত তথ্যের জন্য www.coastguard.gov.bd ওয়েবসাইট দেখুন। xyxy=(1022,1961,1532,2042)
table-row: INFORMATION FOR TENDERER xyxy=(450,1887,982,1902)
ad-code: সি: ৮৬৭০/২৩ xyxy=(360,1482,423,1495)
classified-ad xyxy=(215,1029,423,1092)
ad-code: সি: ৮৬৯০/২৩ xyxy=(138,304,201,317)
table-row: 10 Budget and Source of Funds Chittagong Port Authority's own resource of fund. xyxy=(450,1636,982,1651)
cg-name: বাংলাদেশ কোস্ট গার্ড xyxy=(1201,1260,1353,1281)
ad-lead: আবশ্যক : xyxy=(24,721,68,733)
brand-rule-red xyxy=(1126,133,1544,137)
table-row: ২। সংস্থা বাংলাদেশ কোস্ট গার্ড xyxy=(1022,1339,1532,1357)
ad-code: সি: ৮৬৭৭/২৩ xyxy=(138,503,201,515)
table-row: 23 Brief Description of Works Procurement of Navigation Equipment and Other Accessories for MV Jalpari. xyxy=(450,1917,982,1932)
ad-lead: রেডি ফ্ল্যাট বিক্রয় : xyxy=(215,1309,306,1322)
ad-body: ২৫০ বর্গফুটের চালু মার্কেট দোকান বিক্রয়। নিউমার্কেট এলাকা। যোগাযোগ। xyxy=(215,966,423,993)
classified-ad xyxy=(215,1098,423,1160)
ad-lead: চিকিৎসা : xyxy=(215,1586,258,1599)
ad-lead: নিয়োগ বিজ্ঞপ্তি : xyxy=(24,538,115,551)
ad-code: সি: ৮৬৯০/২৩ xyxy=(360,1274,423,1287)
story-headline: খালেদা জিয়ার শারীরিক xyxy=(248,165,390,220)
news-column-6 xyxy=(1295,165,1544,1150)
table-row: KEY INFORMATION xyxy=(450,1590,982,1605)
brand-logo xyxy=(1126,16,1544,137)
cpa-logo-icon xyxy=(459,1345,527,1412)
ad-code: সি: ৮৬৭০/২৩ xyxy=(360,1136,423,1149)
ad-lead: আবশ্যক : xyxy=(24,1087,68,1100)
ad-body: একখানা মসজিদের জন্য ইমাম, খতিব ও মুয়াজ্জিন প্রয়োজন। বেতন আলোচনা সাপেক্ষে। xyxy=(24,1003,201,1046)
table-row: 28 Designation of Official Inviting Tender Deputy Conservator, Chittagong Port Authority, Chittagong. xyxy=(450,2063,982,2078)
ad-lead: প্লট বিক্রয় : xyxy=(24,1480,88,1493)
ad-lead: আবশ্যক : xyxy=(24,820,68,833)
table-row: ৯। টেন্ডার প্যাকেজ নং জিওবি (আইসিটি)-০১ xyxy=(1022,1559,1532,1577)
cg-ministry: স্বরাষ্ট্র মন্ত্রণালয় xyxy=(1246,1182,1307,1195)
classified-ad xyxy=(24,898,201,991)
ad-body: চালু অবস্থায় সাজানো রেস্টুরেন্ট বিক্রয় হবে। উত্তরা, ঢাকা। xyxy=(24,1648,201,1675)
classified-ad xyxy=(24,1559,201,1636)
table-row: ১৫। দরপত্র খোলার তারিখ ও সময় ১৭ অক্টোবর ২০২৩ দুপুর ১২৩০ ঘটিকা। xyxy=(1022,1693,1532,1711)
table-row: মূল তথ্যাবলী xyxy=(1022,1468,1532,1486)
ad-lead: অফিস ফ্লোর ভাড়া : xyxy=(215,798,311,811)
misc-ads-list xyxy=(215,1428,423,1643)
story-text: ঢাকার এভারকেয়ার হাসপাতালে বিএনপি চেয়ারপারসন খালেদা জিয়ার শারীরিক অবস্থা নিয়ে মেডিকেল বোর্ডের চিকিৎসকরা উদ্বেগ প্রকাশ করেছেন। তার লিভারের জটিলতা বেড়েছে বলে জানানো হয়েছে। xyxy=(215,228,423,303)
table-row: 30 Contact details of Official Inviting Tender Tel: (02) 333310844 (Office), Fax: (02) 333310889, Ex. 02 -333322200-29/ 2205 (Office) xyxy=(450,2093,982,2120)
table-row: 21 Place/Date/Time of Pre-Tender Meeting (Optional) Not Applicable for this tender. xyxy=(450,1861,982,1887)
dateline: মঙ্গলবার । ৩ অক্টোবর ২০২৩ । ১৮ আশ্বিন ১৪৩০ xyxy=(24,110,341,129)
story-border: বর্ডার খুলে দিলে (পেছনের পৃষ্ঠার পর) সীমান্ত বাণিজ্য পুনরায় চালু হলে দুই দেশের ব্যবসায়ীরা লাভবান হবেন বলে মনে করছেন সংশ্লিষ্টরা। স্থানীয় অর্থনীতিতেও এর ইতিবাচক প্রভাব পড়বে। ব্যবসায়ী নেতারা বলেন, দীর্ঘদিন বন্ধ থাকায় সীমান্তবর্তী এলাকার বহু মানুষ কর্মহীন হয়ে পড়েছেন। দ্রুত বাণিজ্য চালুর উদ্যোগ নেওয়ার আহ্বান জানান তারা। xyxy=(1012,287,1281,431)
ad-code: সি: ৮৬৭৮/২৩ xyxy=(138,602,201,614)
ad-lead: দোকান বিক্রয় : xyxy=(215,966,290,979)
section-name: খবর xyxy=(111,38,188,88)
ad-lead: প্রতিবিক্রয় : xyxy=(24,1563,79,1576)
sale-heading: ক্রয়/বিক্রয়/ভাড়া xyxy=(215,753,423,785)
table-row: 31 The Procuring Entity the reserves the right to accept or reject all tenders. xyxy=(450,2119,982,2146)
cg-method: উন্মুক্ত দরপত্র বিজ্ঞপ্তি xyxy=(1228,1299,1325,1312)
story-text: টার্মিনালে থাকছে একাধিক বোর্ডিং ব্রিজ, চেক-ইন কাউন্টার, স্বয়ংক্রিয় ইমিগ্রেশন ব্যবস্থা ও বিশাল কার পার্কিং। প্রতি বছর কয়েক কোটি যাত্রী সেবা পাবেন এখানে। xyxy=(437,667,710,711)
sale-heading: ক্রয়/বিক্রয়/ভাড়া xyxy=(24,1350,201,1382)
table-row: ১৬। অফিসের নাম ও ঠিকানা পরিচালক (গোয়েন্দা), গোয়েন্দা পরিদপ্তর, বাংলাদেশ কোস্ট গার্ড, আগারগাঁও প্রশাসনিক এলাকা, শের-ই-বাংলা নগর, ঢাকা-১২০৭। xyxy=(1022,1711,1532,1741)
ad-code: সি: ৮৬৬৫/২৩ xyxy=(360,846,423,859)
ad-lead: আবশ্যক : xyxy=(24,1171,69,1184)
classifieds-column xyxy=(24,165,201,2352)
table-row: 32 This tender will be guided in accordance with Public Procurement Regulation-2008 xyxy=(450,2146,982,2183)
ad-body: ধানমন্ডিতে ১৮৫০ বর্গফুট রেডি ফ্ল্যাট বিক্রয় হবে। গ্যাস, বিদ্যুৎ সংযোগ আছে। xyxy=(215,1309,423,1353)
classified-ad xyxy=(215,960,423,1023)
cg-url: www.coastguard.gov.bd xyxy=(1218,1284,1335,1296)
ad-code: সি: ৮৬৯৯/২৩ xyxy=(360,1068,423,1081)
ad-code: সি: ৮৬৭০/২৩ xyxy=(138,1136,201,1148)
table-row: 14 Tender Package No. 1 (One) umber. xyxy=(450,1722,982,1737)
table-row: ২৫। দূরালাপনী ফোন নং: ৯১৪৯১৫৩। xyxy=(1022,1924,1532,1943)
story-text: আবহাওয়া অধিদপ্তর জানিয়েছে, ঢাকাসহ দেশের বিভিন্ন অঞ্চলে বৃষ্টিপাতের সম্ভাবনা রয়েছে। কোথাও কোথাও ভারী বর্ষণ হতে পারে। সমুদ্রবন্দরগুলোকে সতর্কসংকেত দেখাতে বলা হয়েছে। xyxy=(1012,200,1281,260)
